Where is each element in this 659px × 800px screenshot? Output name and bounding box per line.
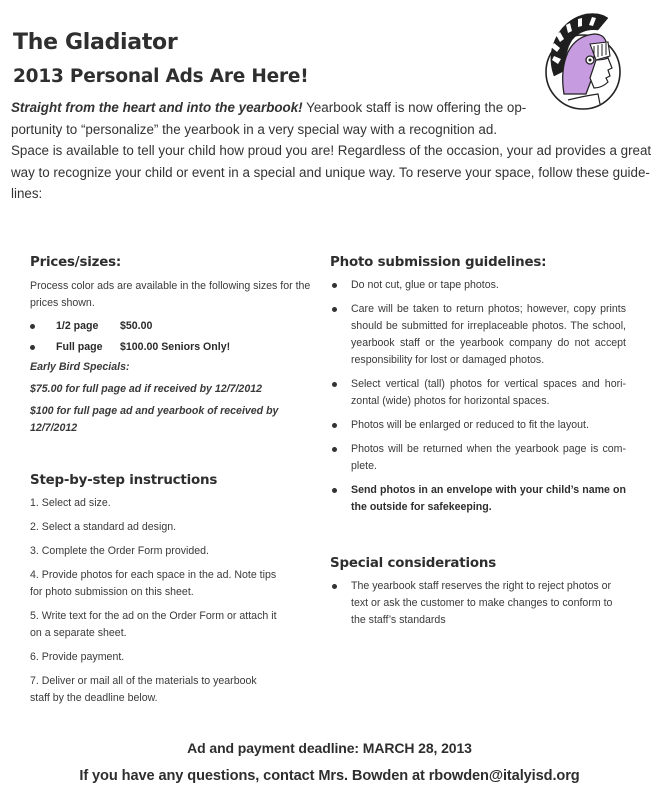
photo-guidelines-heading: Photo submission guidelines: — [330, 255, 547, 270]
price-value: $50.00 — [120, 320, 153, 332]
prices-heading: Prices/sizes: — [30, 255, 122, 270]
contact-text: If you have any questions, contact Mrs. Bowden at rbowden@italyisd.org — [79, 768, 580, 784]
early-bird-heading: Early Bird Specials: — [30, 361, 130, 373]
steps-section — [30, 473, 315, 707]
special-considerations-heading: Special considerations — [330, 556, 496, 571]
early-bird-offer: $100 for full page ad and yearbook of received by 12/7/2012 — [30, 405, 279, 434]
left-column — [30, 255, 315, 707]
price-item — [30, 341, 315, 353]
price-item — [30, 320, 315, 332]
bullet-icon — [332, 447, 337, 452]
photo-guidelines-list — [330, 277, 626, 516]
step-item: 4. Provide photos for each space in the ad. Note tips for photo submission on this sheet. — [30, 569, 277, 598]
guideline-item: Photos will be enlarged or reduced to fit the layout. — [330, 417, 626, 434]
deadline-text: Ad and payment deadline: MARCH 28, 2013 — [187, 740, 472, 756]
photo-guidelines-section — [330, 255, 626, 516]
intro-rest: Space is available to tell your child how proud you are! Regardless of the occasion, your ad provides a great way to recognize your child or event in a special and unique way. To reserve your space, follow these guide-lines: — [11, 143, 652, 201]
bullet-icon — [332, 307, 337, 312]
intro-line-1 — [11, 97, 536, 119]
guideline-item: Send photos in an envelope with your child’s name on the outside for safekeeping. — [330, 482, 626, 516]
guideline-item: Select vertical (tall) photos for vertical spaces and hori-zontal (wide) photos for horizontal spaces. — [330, 376, 626, 410]
intro-paragraph — [11, 97, 653, 205]
step-item: 3. Complete the Order Form provided. — [30, 545, 209, 557]
step-item: 6. Provide payment. — [30, 651, 125, 663]
step-item: 5. Write text for the ad on the Order Form or attach it on a separate sheet. — [30, 610, 277, 639]
guideline-item: Do not cut, glue or tape photos. — [330, 277, 626, 294]
page-subtitle: 2013 Personal Ads Are Here! — [13, 66, 309, 87]
step-item: 7. Deliver or mail all of the materials to yearbook staff by the deadline below. — [30, 675, 257, 704]
intro-line1-text: Yearbook staff is now offering the op- — [302, 100, 527, 115]
step-item: 1. Select ad size. — [30, 497, 111, 509]
intro-lead: Straight from the heart and into the yearbook! — [11, 100, 303, 115]
right-column — [330, 255, 626, 629]
step-item: 2. Select a standard ad design. — [30, 521, 177, 533]
early-bird-offer: $75.00 for full page ad if received by 12/7/2012 — [30, 383, 263, 395]
bullet-icon — [332, 584, 337, 589]
special-considerations-list — [330, 578, 626, 629]
price-size: 1/2 page — [56, 320, 99, 332]
page-title: The Gladiator — [13, 30, 178, 55]
bullet-icon — [332, 423, 337, 428]
steps-heading: Step-by-step instructions — [30, 473, 218, 488]
price-size: Full page — [56, 341, 103, 353]
bullet-icon — [30, 345, 35, 350]
special-considerations-section — [330, 556, 626, 629]
intro-line-2: portunity to “personalize” the yearbook in a very special way with a recognition ad. — [11, 121, 498, 137]
steps-list — [30, 495, 315, 707]
prices-section — [30, 255, 315, 437]
bullet-icon — [30, 324, 35, 329]
price-value: $100.00 Seniors Only! — [120, 341, 231, 353]
guideline-item: Photos will be returned when the yearbook page is com-plete. — [330, 441, 626, 475]
prices-description: Process color ads are available in the following sizes for the prices shown. — [30, 280, 311, 309]
guideline-item: Care will be taken to return photos; however, copy prints should be submitted for irreplaceable photos. The school, yearbook staff or the yearbook company do not accept responsibility for lost or damaged photos. — [330, 301, 626, 369]
consideration-item: The yearbook staff reserves the right to reject photos or text or ask the customer to make changes to conform to the staff’s standards — [330, 578, 626, 629]
bullet-icon — [332, 382, 337, 387]
bullet-icon — [332, 488, 337, 493]
bullet-icon — [332, 283, 337, 288]
